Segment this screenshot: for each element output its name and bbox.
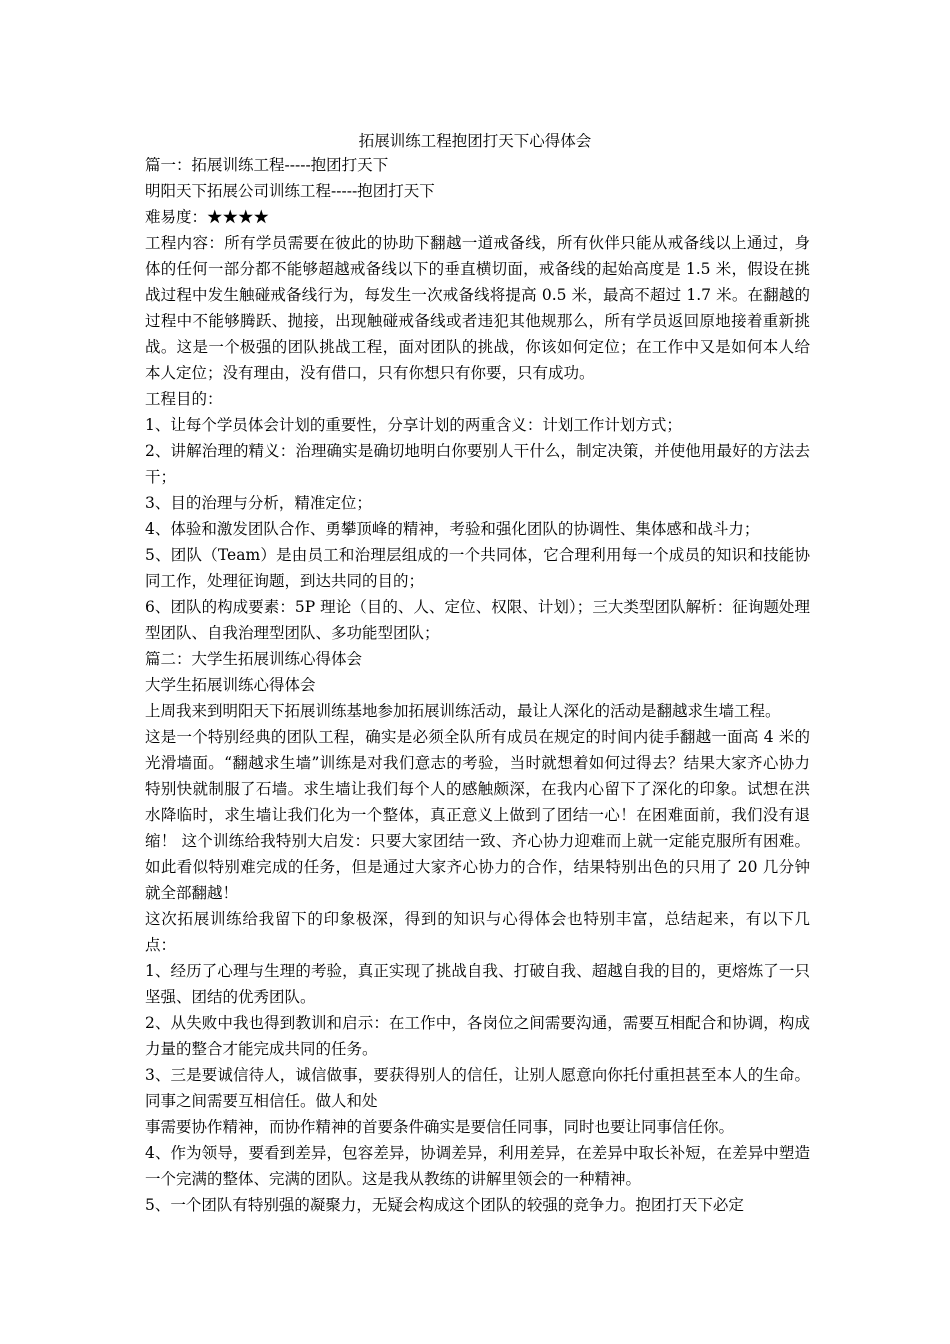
paragraph: 工程内容：所有学员需要在彼此的协助下翻越一道戒备线，所有伙伴只能从戒备线以上通过，身体的任何一部分都不能够超越戒备线以下的垂直横切面，戒备线的起始高度是 1.5 米，假设在挑战过程中发生触碰戒备线行为，每发生一次戒备线将提高 0.5 米，最高不超过 1.7 米。在翻越的过程中不能够腾跃、抛接，出现触碰戒备线或者违犯其他规那么，所有学员返回原地接着重新挑战。这是一个极强的团队挑战工程，面对团队的挑战，你该如何定位；在工作中又是如何本人给本人定位；没有理由，没有借口，只有你想只有你要，只有成功。 — [145, 234, 810, 382]
paragraph: 5、团队（Team）是由员工和治理层组成的一个共同体，它合理利用每一个成员的知识和技能协同工作，处理征询题，到达共同的目的； — [145, 546, 810, 590]
paragraph: 1、让每个学员体会计划的重要性，分享计划的两重含义：计划工作计划方式； — [145, 416, 682, 434]
paragraph: 5、一个团队有特别强的凝聚力，无疑会构成这个团队的较强的竞争力。抱团打天下必定 — [145, 1196, 744, 1214]
paragraph: 3、三是要诚信待人，诚信做事，要获得别人的信任，让别人愿意向你托付重担甚至本人的生命。同事之间需要互相信任。做人和处 — [145, 1066, 810, 1110]
document-title: 拓展训练工程抱团打天下心得体会 — [358, 132, 592, 150]
paragraph: 这次拓展训练给我留下的印象极深，得到的知识与心得体会也特别丰富，总结起来，有以下几点： — [145, 910, 810, 954]
paragraph: 2、讲解治理的精义：治理确实是确切地明白你要别人干什么，制定决策，并使他用最好的方法去干； — [145, 442, 810, 486]
document-body — [145, 152, 810, 1218]
paragraph: 4、体验和激发团队合作、勇攀顶峰的精神，考验和强化团队的协调性、集体感和战斗力； — [145, 520, 760, 538]
paragraph: 难易度：★★★★ — [145, 208, 270, 226]
paragraph: 篇二：大学生拓展训练心得体会 — [145, 650, 363, 668]
paragraph: 明阳天下拓展公司训练工程-----抱团打天下 — [145, 182, 435, 200]
paragraph: 篇一：拓展训练工程-----抱团打天下 — [145, 156, 389, 174]
paragraph: 3、目的治理与分析，精准定位； — [145, 494, 372, 512]
paragraph: 上周我来到明阳天下拓展训练基地参加拓展训练活动，最让人深化的活动是翻越求生墙工程。 — [145, 702, 781, 720]
paragraph: 4、作为领导，要看到差异，包容差异，协调差异，利用差异，在差异中取长补短，在差异中塑造一个完满的整体、完满的团队。这是我从教练的讲解里领会的一种精神。 — [145, 1144, 810, 1188]
paragraph: 大学生拓展训练心得体会 — [145, 676, 316, 694]
paragraph: 1、经历了心理与生理的考验，真正实现了挑战自我、打破自我、超越自我的目的，更熔炼了一只坚强、团结的优秀团队。 — [145, 962, 810, 1006]
paragraph: 工程目的： — [145, 390, 223, 408]
paragraph: 事需要协作精神，而协作精神的首要条件确实是要信任同事，同时也要让同事信任你。 — [145, 1118, 735, 1136]
paragraph: 2、从失败中我也得到教训和启示：在工作中，各岗位之间需要沟通，需要互相配合和协调，构成力量的整合才能完成共同的任务。 — [145, 1014, 810, 1058]
paragraph: 6、团队的构成要素：5P 理论（目的、人、定位、权限、计划）；三大类型团队解析：征询题处理型团队、自我治理型团队、多功能型团队； — [145, 598, 810, 642]
paragraph: 这是一个特别经典的团队工程，确实是必须全队所有成员在规定的时间内徒手翻越一面高 4 米的光滑墙面。“翻越求生墙”训练是对我们意志的考验，当时就想着如何过得去？结果大家齐心协力特别快就制服了石墙。求生墙让我们每个人的感触颇深，在我内心留下了深化的印象。试想在洪水降临时，求生墙让我们化为一个整体，真正意义上做到了团结一心！在困难面前，我们没有退缩！ 这个训练给我特别大启发：只要大家团结一致、齐心协力迎难而上就一定能克服所有困难。如此看似特别难完成的任务，但是通过大家齐心协力的合作，结果特别出色的只用了 20 几分钟就全部翻越！ — [145, 728, 810, 902]
